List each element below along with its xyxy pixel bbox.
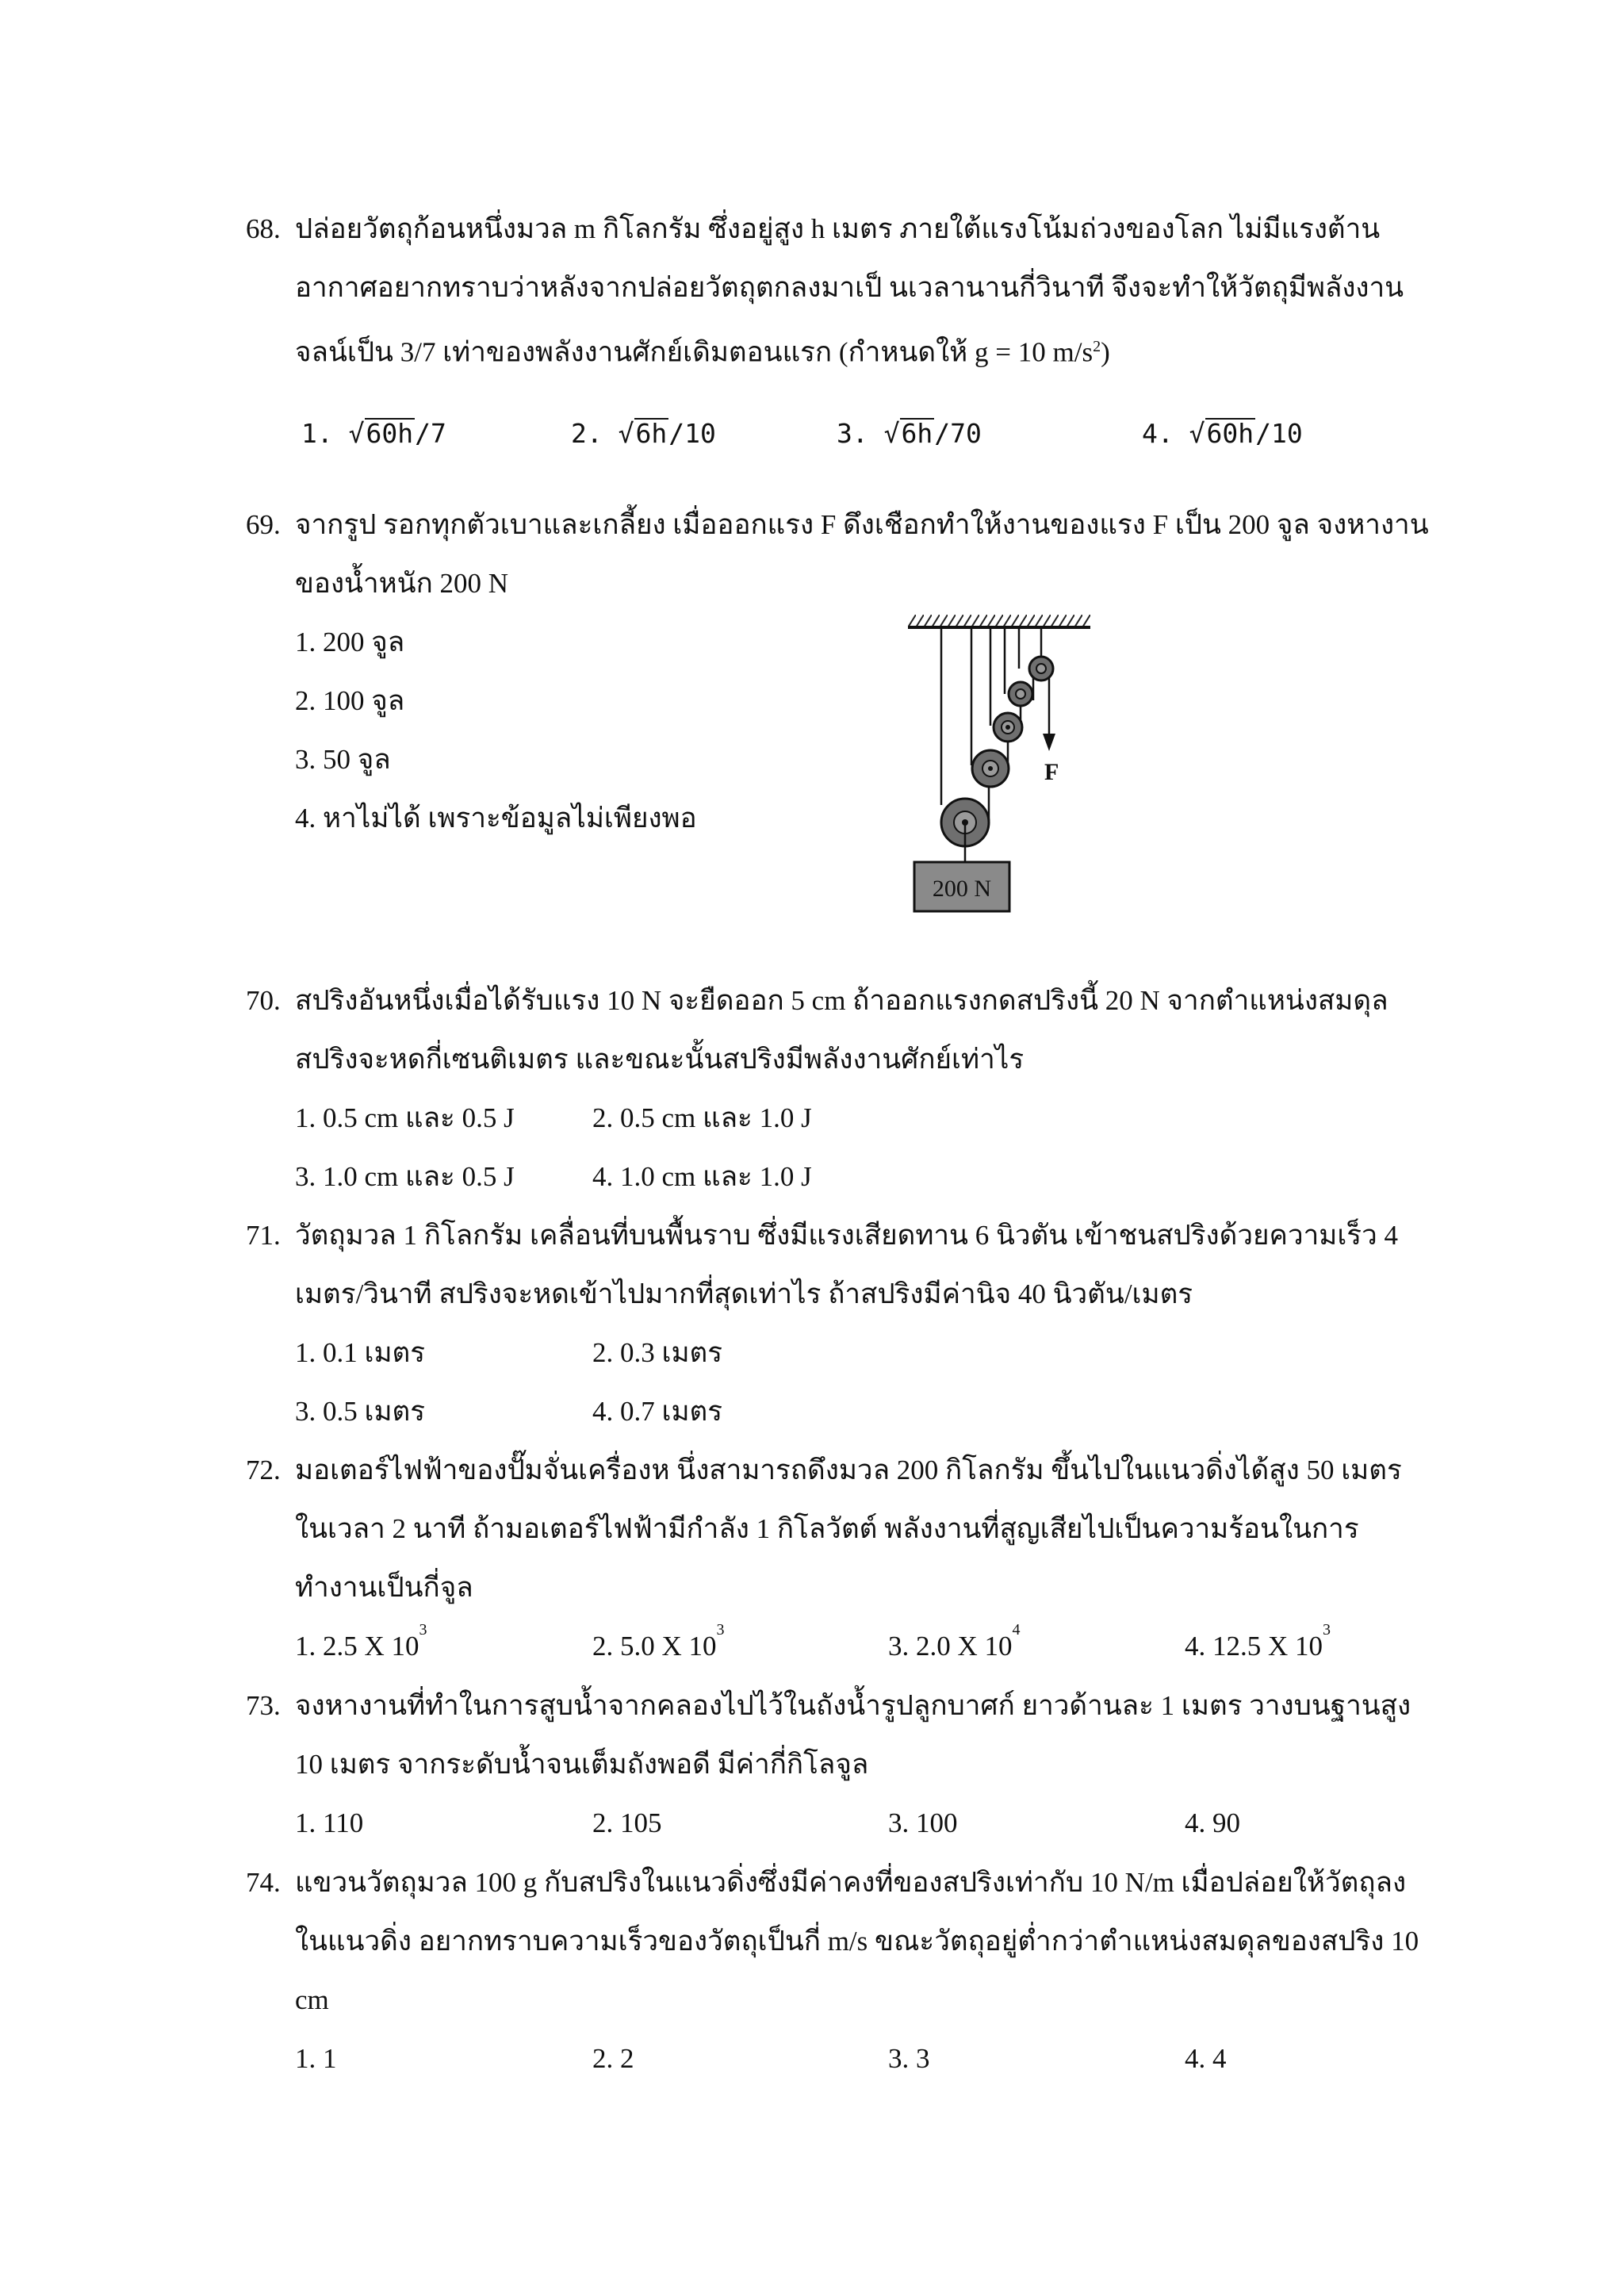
question-text	[295, 1206, 1443, 1324]
denominator: /70	[934, 418, 982, 449]
question-line: ในแนวดิ่ง อยากทราบความเร็วของวัตถุเป็นกี่ m/s ขณะวัตถุอยู่ต่ำกว่าตำแหน่งสมดุลของสปริง 10	[295, 1926, 1419, 1957]
radicand: 6h	[635, 418, 668, 449]
question-text	[295, 1677, 1443, 1794]
question-74	[246, 1853, 1443, 2088]
question-line: วัตถุมวล 1 กิโลกรัม เคลื่อนที่บนพื้นราบ ซึ่งมีแรงเสียดทาน 6 นิวตัน เข้าชนสปริงด้วยความเร็ว 4	[295, 1220, 1398, 1251]
option-3[interactable]: 3. 0.5 เมตร	[295, 1396, 426, 1427]
option-number: 1.	[301, 418, 333, 449]
option-1[interactable]: 1. 200 จูล	[295, 627, 405, 657]
question-73	[246, 1677, 1443, 1853]
option-row	[295, 1148, 1443, 1206]
option-row	[295, 1794, 1443, 1853]
question-number: 70.	[246, 985, 281, 1016]
option-number: 4.	[1142, 418, 1174, 449]
option-1[interactable]: 1. √60h/7	[301, 418, 446, 449]
question-line	[295, 317, 1443, 376]
radicand: 60h	[1206, 418, 1254, 449]
option-3[interactable]	[888, 1617, 1021, 1676]
option-text: 1. 2.5 X 10	[295, 1631, 419, 1662]
option-3[interactable]: 3. 100	[888, 1807, 958, 1838]
question-number: 68.	[246, 213, 281, 244]
ceiling-hatch	[908, 615, 1090, 627]
question-line: ปล่อยวัตถุก้อนหนึ่งมวล m กิโลกรัม ซึ่งอยู่สูง h เมตร ภายใต้แรงโน้มถ่วงของโลก ไม่มีแรงต้าน	[295, 213, 1381, 244]
exponent: 3	[716, 1621, 725, 1639]
option-4[interactable]: 4. 90	[1185, 1807, 1240, 1838]
question-68-options	[246, 404, 1443, 463]
option-2[interactable]: 2. √6h/10	[571, 418, 716, 449]
pulley-system-figure	[908, 615, 1114, 932]
question-line-text: จลน์เป็น 3/7 เท่าของพลังงานศักย์เดิมตอนแรก (กำหนดให้ g = 10 m/s	[295, 336, 1094, 368]
question-line: ในเวลา 2 นาที ถ้ามอเตอร์ไฟฟ้ามีกำลัง 1 กิโลวัตต์ พลังงานที่สูญเสียไปเป็นความร้อนในการ	[295, 1513, 1359, 1544]
question-line: cm	[295, 1984, 329, 2015]
question-text	[295, 1441, 1443, 1617]
question-number: 74.	[246, 1867, 281, 1898]
closing-paren: )	[1101, 336, 1110, 368]
option-3[interactable]: 3. 50 จูล	[295, 744, 391, 775]
question-line: อากาศอยากทราบว่าหลังจากปล่อยวัตถุตกลงมาเป็ นเวลานานกี่วินาที จึงจะทำให้วัตถุมีพลังงาน	[295, 272, 1404, 303]
option-2[interactable]: 2. 105	[592, 1807, 662, 1838]
question-69	[246, 496, 1443, 848]
question-line: 10 เมตร จากระดับน้ำจนเต็มถังพอดี มีค่ากี่กิโลจูล	[295, 1749, 869, 1780]
option-number: 3.	[837, 418, 868, 449]
option-3[interactable]: 3. 1.0 cm และ 0.5 J	[295, 1161, 515, 1192]
option-4[interactable]: 4. 0.7 เมตร	[592, 1396, 723, 1427]
question-line: สปริงจะหดกี่เซนติเมตร และขณะนั้นสปริงมีพลังงานศักย์เท่าไร	[295, 1044, 1025, 1075]
option-4[interactable]: 4. 4	[1185, 2043, 1227, 2074]
option-row	[295, 2030, 1443, 2088]
option-row	[301, 404, 1443, 463]
question-line: เมตร/วินาที สปริงจะหดเข้าไปมากที่สุดเท่าไร ถ้าสปริงมีค่านิจ 40 นิวตัน/เมตร	[295, 1278, 1193, 1309]
force-label: F	[1044, 759, 1059, 785]
pulley-5-fixed	[1029, 627, 1053, 680]
denominator: /10	[1255, 418, 1303, 449]
option-2[interactable]: 2. 100 จูล	[295, 685, 405, 716]
option-1[interactable]: 1. 0.1 เมตร	[295, 1337, 426, 1368]
denominator: /10	[668, 418, 716, 449]
option-3[interactable]: 3. √6h/70	[837, 418, 982, 449]
option-4[interactable]: 4. หาไม่ได้ เพราะข้อมูลไม่เพียงพอ	[295, 803, 697, 834]
question-68	[246, 200, 1443, 376]
option-2[interactable]: 2. 2	[592, 2043, 634, 2074]
question-text	[295, 496, 1443, 848]
question-line: จากรูป รอกทุกตัวเบาและเกลี้ยง เมื่อออกแรง F ดึงเชือกทำให้งานของแรง F เป็น 200 จูล จงหางาน	[295, 509, 1429, 540]
option-3[interactable]: 3. 3	[888, 2043, 930, 2074]
radicand: 60h	[366, 418, 414, 449]
question-71	[246, 1206, 1443, 1441]
question-line: สปริงอันหนึ่งเมื่อได้รับแรง 10 N จะยืดออก 5 cm ถ้าออกแรงกดสปริงนี้ 20 N จากตำแหน่งสมดุล	[295, 985, 1388, 1016]
exponent: 3	[419, 1621, 427, 1639]
exponent: 3	[1323, 1621, 1331, 1639]
question-text	[295, 972, 1443, 1089]
question-number: 72.	[246, 1455, 281, 1485]
option-row	[295, 1089, 1443, 1148]
option-4[interactable]	[1185, 1617, 1331, 1676]
option-4[interactable]: 4. 1.0 cm และ 1.0 J	[592, 1161, 812, 1192]
question-line: จงหางานที่ทำในการสูบน้ำจากคลองไปไว้ในถังน้ำรูปลูกบาศก์ ยาวด้านละ 1 เมตร วางบนฐานสูง	[295, 1690, 1411, 1721]
option-1[interactable]: 1. 1	[295, 2043, 337, 2074]
pulley-2	[972, 750, 1009, 787]
question-line: ทำงานเป็นกี่จูล	[295, 1572, 473, 1603]
option-2[interactable]: 2. 0.5 cm และ 1.0 J	[592, 1102, 812, 1133]
question-72	[246, 1441, 1443, 1676]
exponent: 4	[1012, 1621, 1021, 1639]
question-number: 69.	[246, 509, 281, 540]
pulley-4	[1009, 682, 1032, 706]
pulley-3	[994, 713, 1022, 742]
option-2[interactable]	[592, 1617, 725, 1676]
weight-label: 200 N	[932, 876, 992, 902]
superscript: 2	[1093, 338, 1101, 355]
question-70	[246, 972, 1443, 1206]
option-row	[295, 1617, 1443, 1676]
question-line: แขวนวัตถุมวล 100 g กับสปริงในแนวดิ่งซึ่งมีค่าคงที่ของสปริงเท่ากับ 10 N/m เมื่อปล่อยให้วัตถุลง	[295, 1867, 1407, 1898]
question-number: 71.	[246, 1220, 281, 1251]
denominator: /7	[415, 418, 446, 449]
option-number: 2.	[571, 418, 603, 449]
option-text: 4. 12.5 X 10	[1185, 1631, 1323, 1662]
question-text	[295, 1853, 1443, 2030]
radicand: 6h	[901, 418, 933, 449]
option-4[interactable]: 4. √60h/10	[1142, 418, 1303, 449]
option-row	[295, 1382, 1443, 1441]
option-text: 3. 2.0 X 10	[888, 1631, 1013, 1662]
option-1[interactable]: 1. 0.5 cm และ 0.5 J	[295, 1102, 515, 1133]
option-2[interactable]: 2. 0.3 เมตร	[592, 1337, 723, 1368]
question-line: มอเตอร์ไฟฟ้าของปั๊มจั่นเครื่องห นึ่งสามารถดึงมวล 200 กิโลกรัม ขึ้นไปในแนวดิ่งได้สูง 50 เมตร	[295, 1455, 1402, 1485]
option-row	[295, 1324, 1443, 1382]
option-1[interactable]	[295, 1617, 427, 1676]
option-text: 2. 5.0 X 10	[592, 1631, 717, 1662]
question-number: 73.	[246, 1690, 281, 1721]
force-arrow	[1043, 734, 1055, 751]
question-text	[295, 200, 1443, 376]
question-line: ของน้ำหนัก 200 N	[295, 568, 509, 599]
option-list	[295, 613, 1443, 848]
option-1[interactable]: 1. 110	[295, 1807, 364, 1838]
